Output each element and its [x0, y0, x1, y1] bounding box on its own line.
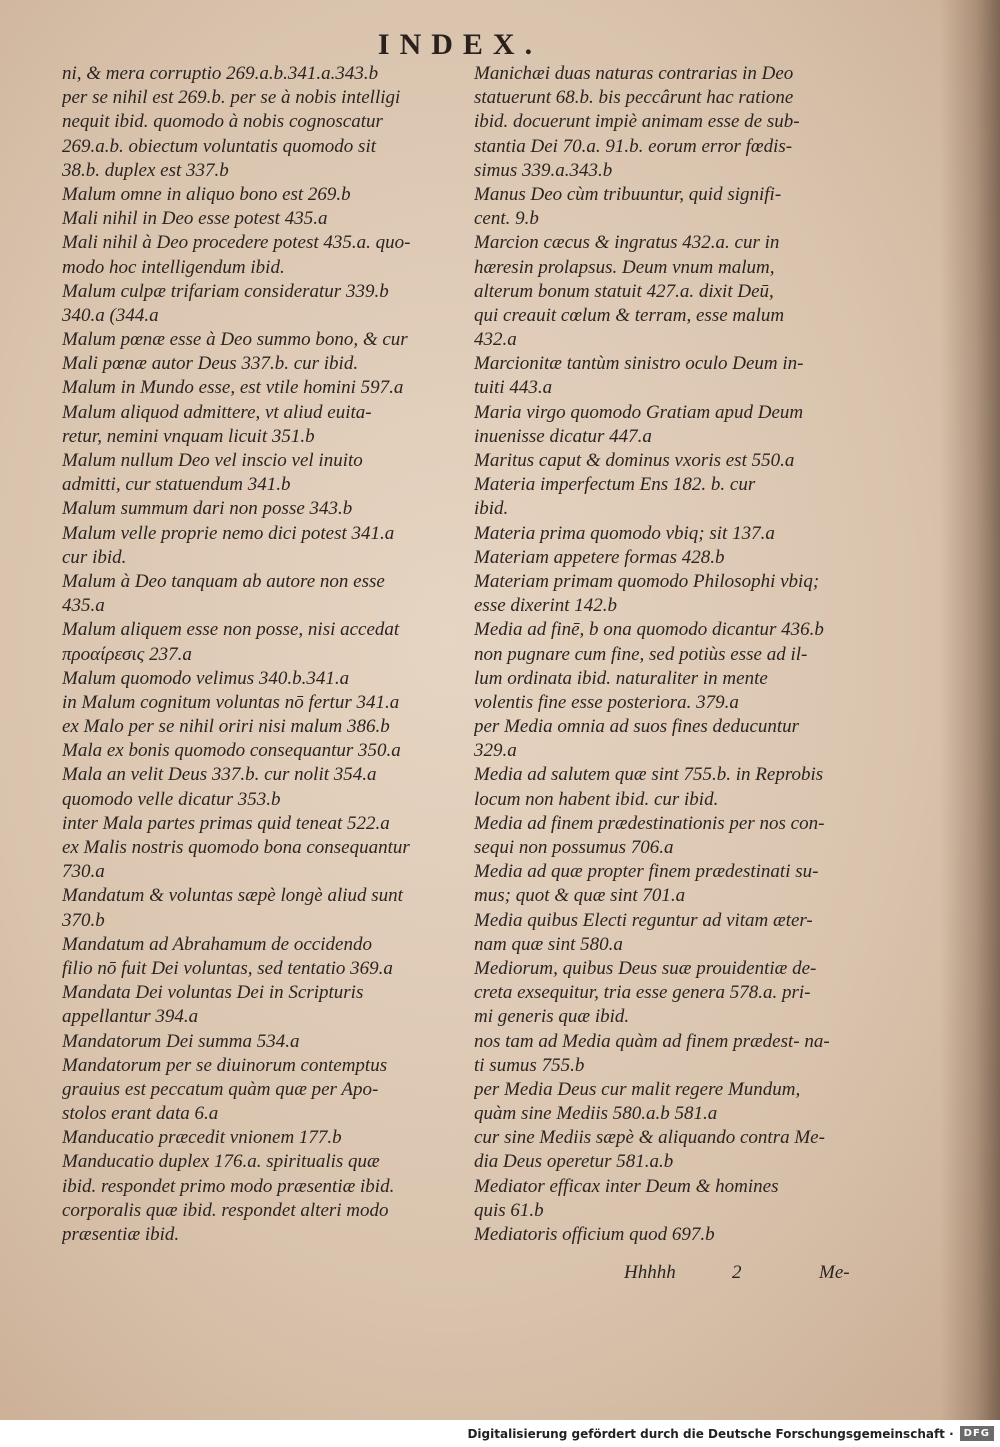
index-entry-line: Marcionitæ tantùm sinistro oculo Deum in- [474, 353, 804, 375]
index-entry-line: nequit ibid. quomodo à nobis cognoscatur [62, 111, 383, 133]
index-entry-line: mi generis quæ ibid. [474, 1006, 630, 1028]
index-entry-line: 435.a [62, 595, 105, 617]
index-entry-line: 340.a (344.a [62, 304, 159, 326]
index-entry-line: dia Deus operetur 581.a.b [474, 1151, 674, 1173]
index-entry-line: cur ibid. [62, 546, 127, 568]
index-entry-line: Mali nihil in Deo esse potest 435.a [62, 208, 328, 230]
index-entry-line: 730.a [62, 861, 105, 883]
index-entry-line: Manducatio duplex 176.a. spiritualis quæ [62, 1151, 380, 1173]
index-entry-line: Manus Deo cùm tribuuntur, quid signifi- [474, 183, 782, 205]
index-entry-line: volentis fine esse posteriora. 379.a [474, 691, 739, 713]
index-entry-line: stantia Dei 70.a. 91.b. eorum error fœdis- [474, 135, 793, 157]
index-entry-line: Media ad salutem quæ sint 755.b. in Reprobis [474, 764, 824, 786]
page-heading: INDEX. [377, 28, 543, 61]
index-entry-line: qui creauit cœlum & terram, esse malum [474, 304, 785, 326]
index-entry-line: ni, & mera corruptio 269.a.b.341.a.343.b [62, 63, 379, 84]
index-entry-line: locum non habent ibid. cur ibid. [474, 788, 719, 810]
index-entry-line: Manichæi duas naturas contrarias in Deo [474, 63, 794, 84]
index-entry-line: ibid. [474, 498, 509, 520]
index-entry-line: Materia prima quomodo vbiq; sit 137.a [474, 522, 775, 544]
index-entry-line: ex Malis nostris quomodo bona consequantur [62, 837, 410, 858]
index-entry-line: Malum aliquod admittere, vt aliud euita- [62, 401, 372, 423]
index-entry-line: 370.b [62, 909, 105, 931]
index-entry-line: Mediatoris officium quod 697.b [474, 1224, 715, 1245]
index-entry-line: Mala an velit Deus 337.b. cur nolit 354.a [62, 764, 377, 786]
index-entry-line: cur sine Mediis sæpè & aliquando contra Me- [474, 1127, 825, 1149]
index-entry-line: Materiam primam quomodo Philosophi vbiq; [474, 570, 820, 592]
credit-text: Digitalisierung gefördert durch die Deutsche Forschungsgemeinschaft · [467, 1426, 954, 1441]
index-entry-line: ibid. docuerunt impiè animam esse de sub- [474, 111, 800, 133]
index-entry-line: inuenisse dicatur 447.a [474, 425, 652, 447]
index-entry-line: Malum in Mundo esse, est vtile homini 597.a [62, 377, 404, 399]
index-entry-line: creta exsequitur, tria esse genera 578.a. pri- [474, 982, 811, 1004]
index-entry-line: grauius est peccatum quàm quæ per Apo- [62, 1078, 379, 1100]
right-column [474, 62, 854, 1247]
page-edge-shadow [940, 0, 1000, 1420]
index-entry-line: 269.a.b. obiectum voluntatis quomodo sit [62, 135, 377, 157]
index-entry-line: cent. 9.b [474, 208, 539, 230]
index-entry-line: præsentiæ ibid. [62, 1224, 180, 1245]
index-entry-line: Mala ex bonis quomodo consequantur 350.a [62, 740, 401, 762]
index-entry-line: Media ad quæ propter finem prædestinati su- [474, 861, 819, 883]
index-entry-line: nos tam ad Media quàm ad finem prædest- na- [474, 1030, 830, 1052]
index-entry-line: Maria virgo quomodo Gratiam apud Deum [474, 401, 804, 423]
index-entry-line: Mandata Dei voluntas Dei in Scripturis [62, 982, 364, 1004]
index-entry-line: alterum bonum statuit 427.a. dixit Deū, [474, 280, 774, 302]
index-entry-line: modo hoc intelligendum ibid. [62, 256, 285, 278]
index-entry-line: Maritus caput & dominus vxoris est 550.a [474, 450, 795, 471]
index-entry-line: inter Mala partes primas quid teneat 522.a [62, 812, 390, 834]
index-entry-line: sequi non possumus 706.a [474, 837, 674, 858]
index-entry-line: Mandatorum Dei summa 534.a [62, 1030, 300, 1052]
index-entry-line: Malum omne in aliquo bono est 269.b [62, 183, 351, 205]
index-entry-line: ex Malo per se nihil oriri nisi malum 386.b [62, 716, 390, 738]
dfg-logo: DFG [960, 1426, 994, 1441]
index-entry-line: 329.a [474, 740, 517, 762]
index-entry-line: Mandatum ad Abrahamum de occidendo [62, 933, 372, 955]
digitization-credit-bar [0, 1420, 1000, 1447]
index-entry-line: ibid. respondet primo modo præsentiæ ibid. [62, 1175, 395, 1197]
index-entry-line: Malum summum dari non posse 343.b [62, 498, 353, 520]
signature-mark: Hhhhh [624, 1262, 676, 1283]
index-entry-line: statuerunt 68.b. bis peccârunt hac ratione [474, 87, 794, 109]
index-entry-line: ti sumus 755.b [474, 1054, 585, 1076]
index-entry-line: 432.a [474, 329, 517, 351]
index-entry-line: Media quibus Electi reguntur ad vitam æter- [474, 909, 813, 931]
index-entry-line: corporalis quæ ibid. respondet alteri modo [62, 1199, 389, 1221]
index-entry-line: Malum velle proprie nemo dici potest 341.a [62, 522, 395, 544]
index-entry-line: quomodo velle dicatur 353.b [62, 788, 281, 810]
index-entry-line: Mediator efficax inter Deum & homines [474, 1175, 779, 1197]
index-entry-line: admitti, cur statuendum 341.b [62, 474, 291, 496]
index-entry-line: esse dixerint 142.b [474, 595, 618, 617]
index-entry-line: 38.b. duplex est 337.b [62, 159, 229, 181]
index-entry-line: per se nihil est 269.b. per se à nobis intelligi [62, 87, 401, 109]
index-entry-line: Manducatio præcedit vnionem 177.b [62, 1127, 342, 1149]
left-column [62, 62, 457, 1247]
index-entry-line: Mali nihil à Deo procedere potest 435.a. quo- [62, 232, 411, 254]
index-entry-line: appellantur 394.a [62, 1006, 199, 1028]
index-entry-line: Media ad finē, b ona quomodo dicantur 436.b [474, 619, 824, 641]
index-entry-line: Malum culpæ trifariam consideratur 339.b [62, 280, 389, 302]
index-entry-line: Materia imperfectum Ens 182. b. cur [474, 474, 756, 496]
index-entry-line: mus; quot & quæ sint 701.a [474, 885, 686, 907]
index-entry-line: Mediorum, quibus Deus suæ prouidentiæ de- [474, 957, 817, 979]
index-entry-line: per Media Deus cur malit regere Mundum, [474, 1078, 801, 1100]
index-entry-line: quis 61.b [474, 1199, 544, 1221]
index-entry-line: Media ad finem prædestinationis per nos con- [474, 812, 825, 834]
index-entry-line: filio nō fuit Dei voluntas, sed tentatio 369.a [62, 957, 393, 979]
index-entry-line: lum ordinata ibid. naturaliter in mente [474, 667, 768, 689]
index-entry-line: non pugnare cum fine, sed potiùs esse ad il- [474, 643, 808, 665]
index-entry-line: quàm sine Mediis 580.a.b 581.a [474, 1103, 718, 1125]
index-entry-line: Mandatorum per se diuinorum contemptus [62, 1054, 388, 1076]
index-entry-line: Malum pœnæ esse à Deo summo bono, & cur [62, 329, 408, 351]
index-entry-line: Malum aliquem esse non posse, nisi accedat [62, 619, 400, 641]
index-entry-line: nam quæ sint 580.a [474, 933, 623, 955]
index-entry-line: Malum à Deo tanquam ab autore non esse [62, 570, 385, 592]
index-entry-line: simus 339.a.343.b [474, 159, 613, 181]
index-entry-line: stolos erant data 6.a [62, 1103, 219, 1125]
index-entry-line: tuiti 443.a [474, 377, 553, 399]
index-entry-line: retur, nemini vnquam licuit 351.b [62, 425, 315, 447]
index-entry-line: per Media omnia ad suos fines deducuntur [474, 716, 800, 738]
index-entry-line: Materiam appetere formas 428.b [474, 546, 725, 568]
index-entry-line: in Malum cognitum voluntas nō fertur 341.a [62, 691, 400, 713]
signature-number: 2 [732, 1262, 742, 1283]
index-entry-line: Mandatum & voluntas sæpè longè aliud sunt [62, 885, 403, 907]
index-entry-line: Mali pœnæ autor Deus 337.b. cur ibid. [62, 353, 359, 375]
index-entry-line: προαίρεσις 237.a [62, 643, 192, 665]
catchword: Me- [819, 1262, 850, 1283]
index-entry-line: Malum nullum Deo vel inscio vel inuito [62, 450, 363, 471]
index-entry-line: hæresin prolapsus. Deum vnum malum, [474, 256, 775, 278]
index-entry-line: Malum quomodo velimus 340.b.341.a [62, 667, 350, 689]
index-entry-line: Marcion cæcus & ingratus 432.a. cur in [474, 232, 780, 254]
